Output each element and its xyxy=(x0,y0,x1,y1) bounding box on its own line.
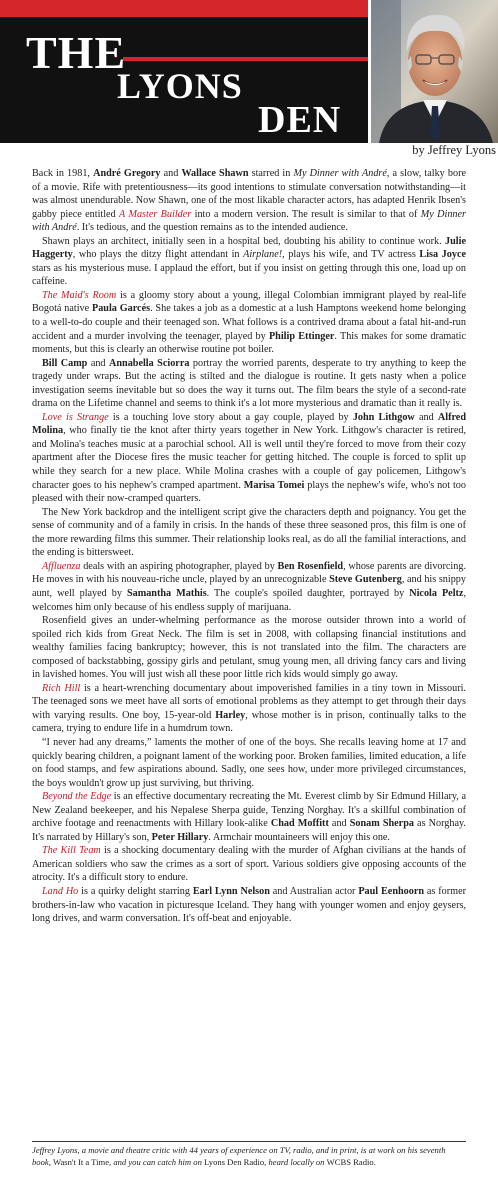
byline: by Jeffrey Lyons xyxy=(412,143,496,157)
actor-name: Ben Rosenfield xyxy=(277,560,344,572)
book-title: Wasn't It a Time, xyxy=(53,1156,112,1167)
author-bio: Jeffrey Lyons, a movie and theatre critic with 44 years of experience on TV, radio, and in print, is at work on his seventh book, Wasn't It a Time, and you can catch him on Lyons Den Radio, heard locally on WCBS Radio. xyxy=(32,1145,446,1167)
paragraph: Land Ho is a quirky delight starring Earl Lynn Nelson and Australian actor Paul Eenhoorn as former brothers-in-law who vacation in picturesque Iceland. They hang with younger women and enjoy geysers, long drives, and warm conversation. It's off-beat and enjoyable. xyxy=(32,885,466,925)
paragraph: The New York backdrop and the intelligent script give the characters depth and poignancy. You get the sense of community and of a family in crisis. In the hands of these three seasoned pros, this film is one of the more rewarding films this summer. Their relationship looks real, as do all the familial interactions, and the ending is bittersweet. xyxy=(32,506,466,559)
paragraph: Rich Hill is a heart-wrenching documentary about impoverished families in a tiny town in Missouri. The teenaged sons we meet have all sorts of emotional problems as they attempt to get through their days with varying results. One boy, 15-year-old Harley, whose mother is in prison, continually talks to the camera, trying to endure life in a humdrum town. xyxy=(32,682,466,735)
article-body xyxy=(32,167,466,926)
radio-station: WCBS Radio. xyxy=(326,1156,376,1167)
film-reference: My Dinner with André xyxy=(32,208,466,234)
actor-name: André Gregory xyxy=(93,168,161,179)
actor-name: Annabella Sciorra xyxy=(109,357,190,369)
actor-name: Steve Gutenberg xyxy=(329,574,402,586)
actor-name: Chad Moffitt xyxy=(270,818,329,830)
actor-name: Marisa Tomei xyxy=(243,479,305,491)
actor-name: Nicola Peltz xyxy=(409,587,464,599)
actor-name: Alfred Molina xyxy=(32,411,466,437)
author-portrait-photo xyxy=(371,0,498,143)
actor-name: Bill Camp xyxy=(42,357,88,369)
actor-name: Paula Garcés xyxy=(91,303,151,315)
actor-name: Julie Haggerty xyxy=(32,235,466,261)
paragraph: Beyond the Edge is an effective documentary recreating the Mt. Everest climb by Sir Edmund Hillary, a New Zealand beekeeper, and his Nepalese Sherpa guide, Tenzing Norghay. It's a skillful combination of archive footage and reenactments with Hillary look-alike Chad Moffitt and Sonam Sherpa as Norghay. It's narrated by Hillary's son, Peter Hillary. Armchair mountaineers will enjoy this one. xyxy=(32,791,466,843)
actor-name: Sonam Sherpa xyxy=(349,818,414,830)
banner-red-stripe xyxy=(0,0,368,17)
actor-name: John Lithgow xyxy=(352,411,415,423)
actor-name: Peter Hillary xyxy=(151,831,209,843)
paragraph: The Kill Team is a shocking documentary dealing with the murder of Afghan civilians at the hands of American soldiers who saw the crimes as a sort of sport. Various soldiers give opposing accounts of the atrocity. It's a difficult story to endure. xyxy=(32,845,466,884)
paragraph: Bill Camp and Annabella Sciorra portray the worried parents, desperate to try anything to keep the tragedy under wraps. But the acting is stilted and the dialogue is routine. It gets nasty when a police investigation seems inevitable but so does the way it turns out. The film bears the style of a second-rate drama on the Lifetime channel and seems to think it's a lot more mysterious and dramatic than it really is. xyxy=(32,357,466,410)
film-reference: My Dinner with André xyxy=(293,168,387,179)
paragraph: Love is Strange is a touching love story about a gay couple, played by John Lithgow and Alfred Molina, who finally tie the knot after thirty years together in New York. Lithgow's character is retired, and Molina's teaches music at a parochial school. All is well until they're forced to move from their cozy apartment after the Diocese fires the music teacher for getting hitched. The couple is forced to split up while they search for a new place. While Molina crashes with a couple of gay policemen, Lithgow's character goes to his nephew's cramped apartment. Marisa Tomei plays the nephew's wife, who's not too pleased with their now-cramped quarters. xyxy=(32,411,466,505)
film-title: Beyond the Edge xyxy=(42,791,112,803)
film-reference: Airplane! xyxy=(243,249,283,261)
actor-name: Philip Ettinger xyxy=(268,330,335,342)
actor-name: Samantha Mathis xyxy=(126,587,207,599)
banner-title-lyons: LYONS xyxy=(117,66,243,106)
film-title: A Master Builder xyxy=(119,208,192,220)
paragraph: Rosenfield gives an under-whelming performance as the morose outsider thrown into a world of spoiled rich kids from Great Neck. The film is set in 2008, with collapsing financial institutions and wealthy families facing bankruptcy; however, this is not translated into the film. The characters are composed of backstabbing, gossipy girls and petulant, smug young men, all driving fancy cars and living in lavished homes. You will just wish all these poor little rich kids would simply go away. xyxy=(32,615,466,681)
film-title: Rich Hill xyxy=(42,682,81,694)
radio-show-name: Lyons Den Radio, xyxy=(204,1156,267,1167)
actor-name: Harley xyxy=(215,709,246,721)
actor-name: Earl Lynn Nelson xyxy=(192,885,270,897)
film-title: The Kill Team xyxy=(42,845,101,857)
banner-red-accent-line xyxy=(123,57,368,61)
film-title: Affluenza xyxy=(42,560,81,572)
paragraph: Affluenza deals with an aspiring photographer, played by Ben Rosenfield, whose parents are divorcing. He moves in with his nouveau-riche uncle, played by an unrecognizable Steve Gutenberg, and his snippy aunt, well played by Samantha Mathis. The couple's spoiled daughter, portrayed by Nicola Peltz, welcomes him only because of his endless supply of marijuana. xyxy=(32,560,467,613)
film-title: Love is Strange xyxy=(42,411,109,423)
actor-name: Paul Eenhoorn xyxy=(358,885,425,897)
portrait-illustration xyxy=(371,0,498,143)
actor-name: Lisa Joyce xyxy=(419,249,467,261)
footer-divider xyxy=(32,1141,466,1142)
paragraph: The Maid's Room is a gloomy story about a young, illegal Colombian immigrant played by real-life Bogotá native Paula Garcés. She takes a job as a domestic at a lush Hamptons weekend home belonging to a well-to-do couple and their teenaged son. What follows is a contrived drama about a fatal hit-and-run accident and a murder involving the teenager, played by Philip Ettinger. This makes for some dramatic moments, but this is clearly an otherwise routine pot boiler. xyxy=(32,289,467,356)
paragraph: Shawn plays an architect, initially seen in a hospital bed, doubting his ability to continue work. Julie Haggerty, who plays the ditzy flight attendant in Airplane!, plays his wife, and TV actress Lisa Joyce stars as his mysterious muse. I applaud the effort, but if you insist on getting through this one, load up on caffeine. xyxy=(32,235,467,288)
column-banner xyxy=(0,0,368,143)
paragraph: Back in 1981, André Gregory and Wallace Shawn starred in My Dinner with André, a slow, talky bore of a movie. Rife with pretentiousness—its good intentions to stimulate conversation notwithstanding—it was almost unendurable. Now Shawn, one of the most likable character actors, has adapted Henrik Ibsen's gabby piece entitled A Master Builder into a modern version. The result is similar to that of My Dinner with André. It's tedious, and the question remains as to the intended audience. xyxy=(32,168,466,234)
paragraph: “I never had any dreams,” laments the mother of one of the boys. She recalls leaving home at 17 and quickly bearing children, a poignant lament of the working poor. Broken families, limited education, a life on food stamps, and few aspirations abound. Sadly, one sees how, under more privileged circumstances, the boys wouldn't grow up just surviving, but thriving. xyxy=(32,736,466,789)
actor-name: Wallace Shawn xyxy=(181,168,249,179)
banner-title-the: THE xyxy=(26,27,127,78)
film-title: Land Ho xyxy=(42,885,79,897)
banner-title-den: DEN xyxy=(258,99,342,141)
film-title: The Maid's Room xyxy=(42,289,117,301)
